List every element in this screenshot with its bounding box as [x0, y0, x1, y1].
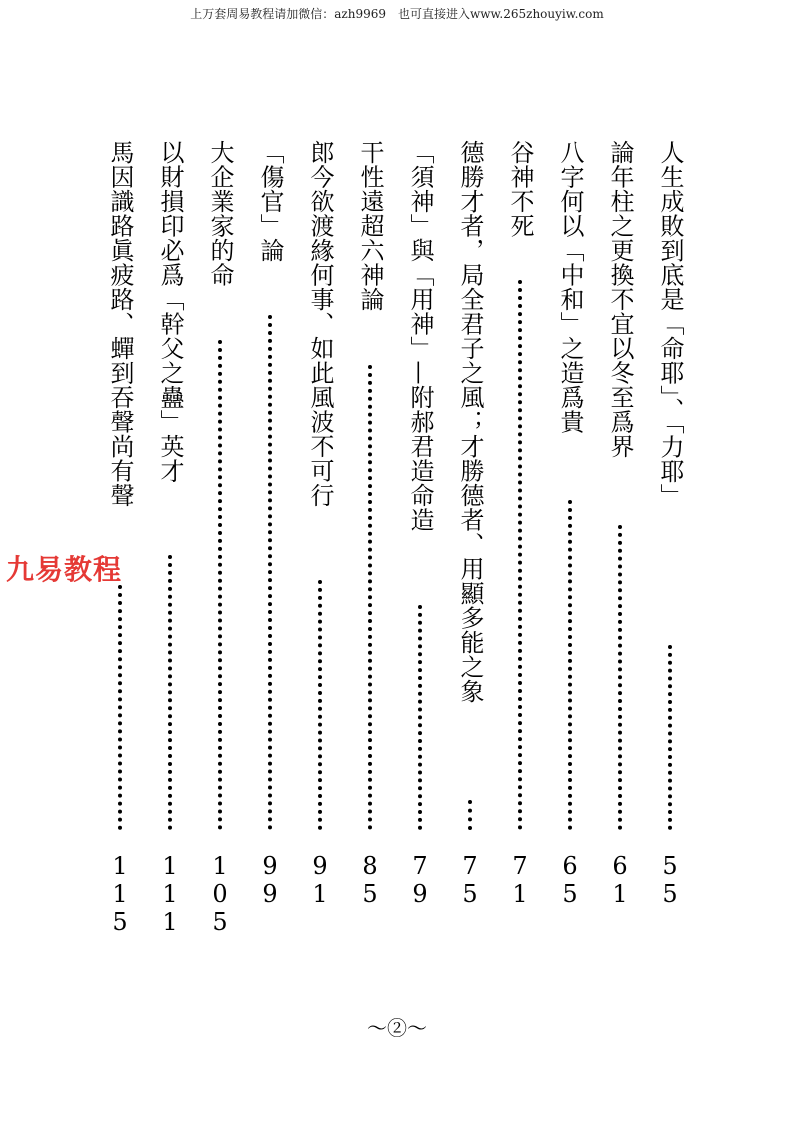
toc-entry[interactable] [250, 140, 290, 940]
toc-entry-title: 人生成敗到底是「命耶」、「力耶」 [656, 140, 684, 508]
leader-dots [568, 500, 572, 830]
toc-entry[interactable] [550, 140, 590, 940]
leader-dots [118, 585, 122, 830]
leader-dots [668, 645, 672, 830]
header-banner: 上万套周易教程请加微信：azh9969 也可直接进入www.265zhouyiw.com [190, 7, 604, 21]
toc-entry-page: 99 [256, 852, 284, 908]
toc-entry-page: 79 [406, 852, 434, 908]
toc-entry-page: 55 [656, 852, 684, 908]
leader-dots [368, 365, 372, 830]
toc-entry[interactable] [350, 140, 390, 940]
leader-dots [468, 800, 472, 830]
toc-entry[interactable] [450, 140, 490, 940]
toc-entry-page: 115 [106, 852, 134, 936]
leader-dots [318, 580, 322, 830]
toc-entry-page: 105 [206, 852, 234, 936]
toc-entry-page: 71 [506, 852, 534, 908]
toc-entry[interactable] [650, 140, 690, 940]
toc-entry-title: 八字何以「中和」之造爲貴 [556, 140, 584, 434]
leader-dots [518, 280, 522, 830]
toc-entry[interactable] [150, 140, 190, 940]
table-of-contents [100, 140, 700, 940]
leader-dots [168, 555, 172, 830]
toc-entry-page: 85 [356, 852, 384, 908]
toc-entry[interactable] [600, 140, 640, 940]
toc-entry-page: 75 [456, 852, 484, 908]
leader-dots [618, 525, 622, 830]
toc-entry-page: 65 [556, 852, 584, 908]
toc-entry-page: 111 [156, 852, 184, 936]
toc-entry-title: 大企業家的命 [206, 140, 234, 287]
toc-entry-title: 郎今欲渡緣何事、如此風波不可行 [306, 140, 334, 508]
toc-entry-title: 論年柱之更換不宜以冬至爲界 [606, 140, 634, 459]
toc-entry[interactable] [400, 140, 440, 940]
toc-entry-title: 「傷官」論 [256, 140, 284, 263]
leader-dots [268, 315, 272, 830]
leader-dots [418, 605, 422, 830]
toc-entry-title: 德勝才者，局全君子之風；才勝德者、用顯多能之象 [456, 140, 484, 704]
toc-entry-title: 「須神」與「用神」—附郝君造命造 [406, 140, 434, 532]
toc-entry[interactable] [100, 140, 140, 940]
leader-dots [218, 340, 222, 830]
toc-entry[interactable] [200, 140, 240, 940]
toc-entry-page: 61 [606, 852, 634, 908]
page-number-footer: ～②～ [367, 1016, 427, 1040]
toc-entry[interactable] [500, 140, 540, 940]
toc-entry-title: 干性遠超六神論 [356, 140, 384, 312]
toc-entry-title: 谷神不死 [506, 140, 534, 238]
toc-entry-page: 91 [306, 852, 334, 908]
toc-entry-title: 以財損印必爲「幹父之蠱」英才 [156, 140, 184, 483]
toc-entry[interactable] [300, 140, 340, 940]
watermark-logo: 九易教程 [6, 553, 123, 586]
toc-entry-title: 馬因識路眞疲路、蟬到吞聲尚有聲 [106, 140, 134, 508]
